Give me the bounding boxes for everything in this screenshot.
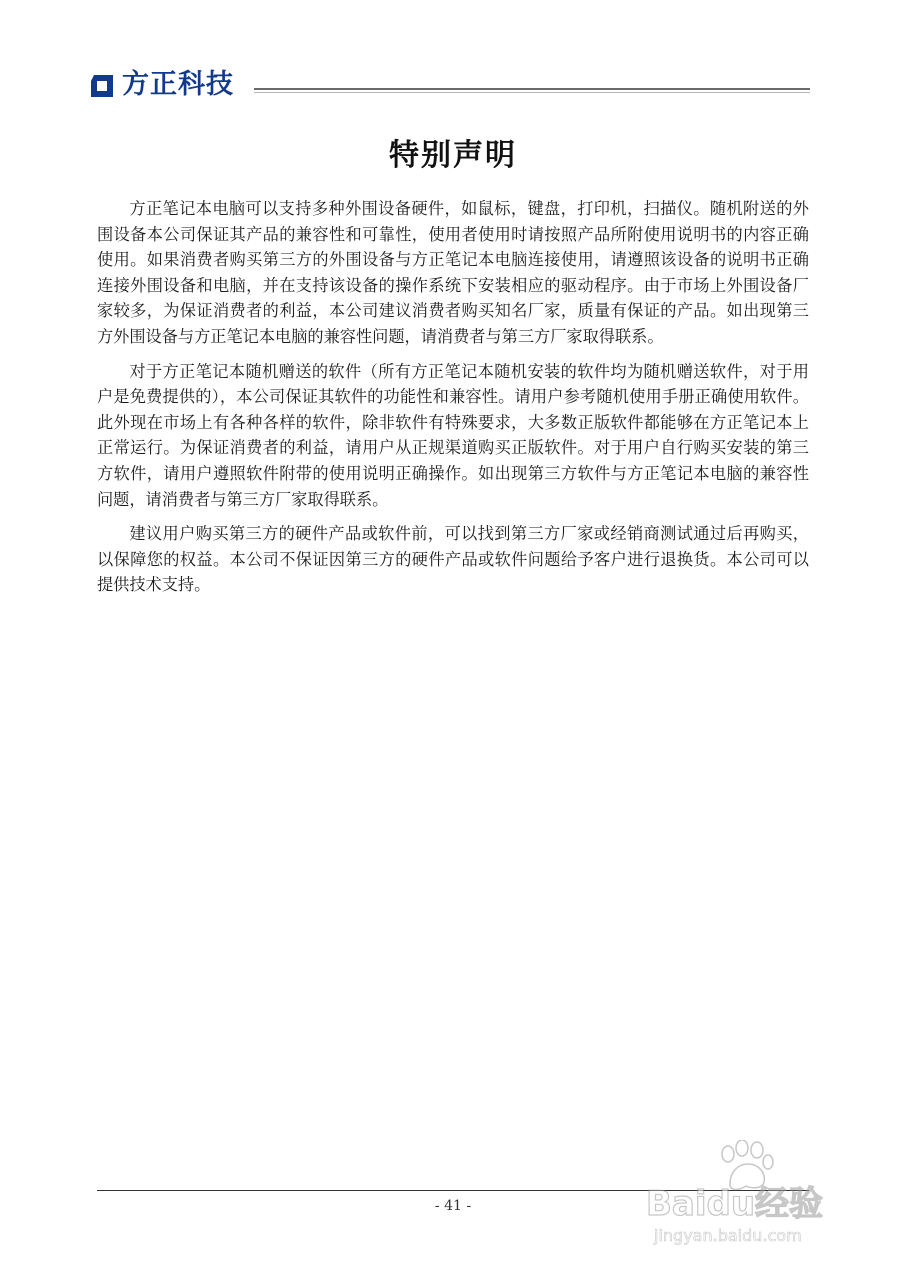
header-divider-thin (254, 92, 810, 93)
paragraph: 方正笔记本电脑可以支持多种外围设备硬件，如鼠标，键盘，打印机，扫描仪。随机附送的外围设备本公司保证其产品的兼容性和可靠性，使用者使用时请按照产品所附使用说明书的内容正确使用。如果消费者购买第三方的外围设备与方正笔记本电脑连接使用，请遵照该设备的说明书正确连接外围设备和电脑，并在支持该设备的操作系统下安装相应的驱动程序。由于市场上外围设备厂家较多，为保证消费者的利益，本公司建议消费者购买知名厂家，质量有保证的产品。如出现第三方外围设备与方正笔记本电脑的兼容性问题，请消费者与第三方厂家取得联系。 (97, 199, 809, 346)
watermark-brand-text: Baidu经验 (646, 1184, 824, 1224)
header-divider (254, 88, 810, 90)
brand-logo-text: 方正科技 (122, 69, 234, 100)
document-body (97, 196, 809, 607)
founder-logo-icon (88, 72, 116, 100)
baidu-watermark (640, 1140, 860, 1250)
paragraph: 建议用户购买第三方的硬件产品或软件前，可以找到第三方厂家或经销商测试通过后再购买，以保障您的权益。本公司不保证因第三方的硬件产品或软件问题给予客户进行退换货。本公司可以提供技术支持。 (97, 524, 809, 595)
page-title: 特别声明 (389, 138, 517, 173)
watermark-url-text: jingyan.baidu.com (654, 1226, 802, 1245)
page-header (88, 62, 810, 106)
page-number: - 41 - (434, 1198, 472, 1214)
paragraph: 对于方正笔记本随机赠送的软件（所有方正笔记本随机安装的软件均为随机赠送软件，对于用户是免费提供的），本公司保证其软件的功能性和兼容性。请用户参考随机使用手册正确使用软件。此外现在市场上有各种各样的软件，除非软件有特殊要求，大多数正版软件都能够在方正笔记本上正常运行。为保证消费者的利益，请用户从正规渠道购买正版软件。对于用户自行购买安装的第三方软件，请用户遵照软件附带的使用说明正确操作。如出现第三方软件与方正笔记本电脑的兼容性问题，请消费者与第三方厂家取得联系。 (97, 361, 809, 509)
